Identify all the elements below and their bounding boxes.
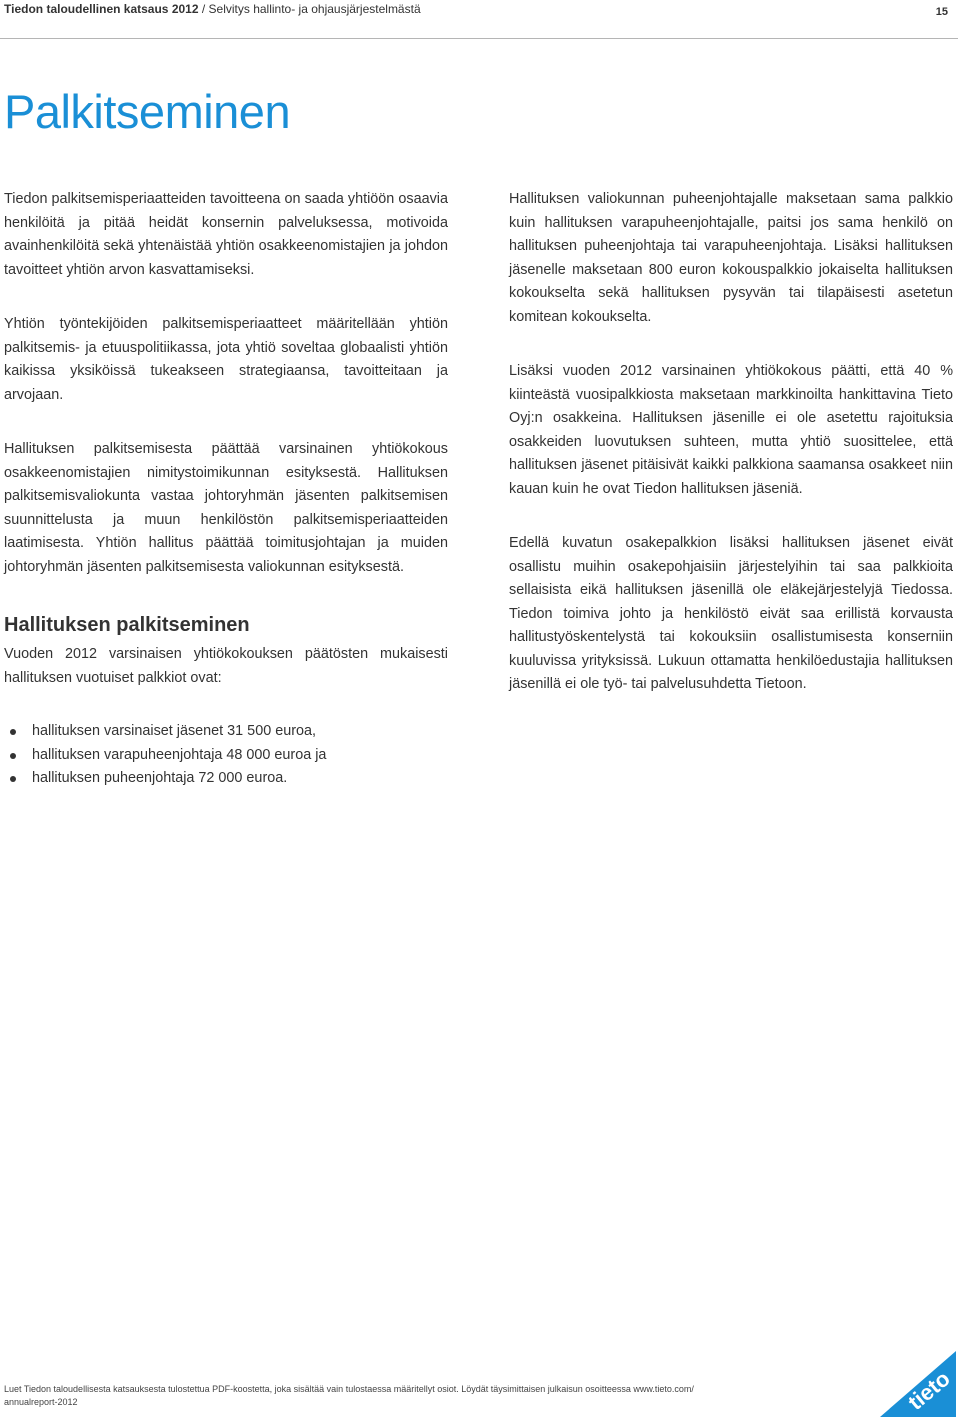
section-heading: Hallituksen palkitseminen — [4, 614, 250, 636]
list-item — [4, 720, 326, 744]
list-item — [4, 744, 326, 768]
list-item-text: hallituksen varapuheenjohtaja 48 000 euroa ja — [32, 746, 327, 763]
footer-note: Luet Tiedon taloudellisesta katsauksesta tulostettua PDF-koostetta, joka sisältää vain tulostaessa määritellyt osiot. Löydät täysimittaisen julkaisun osoitteessa www.tieto.com/ annualreport-2012 — [4, 1384, 694, 1407]
header-divider — [0, 38, 958, 39]
right-column — [509, 188, 953, 697]
paragraph-goals: Tiedon palkitsemisperiaatteiden tavoitteena on saada yhtiöön osaavia henkilöitä ja pitää heidät konsernin palveluksessa, motivoida avainhenkilöitä sekä yhtenäistää yhtiön osakkeenomistajien ja johdon tavoitteet yhtiön arvon kasvattamiseksi. — [4, 191, 448, 278]
paragraph-share-payment: Lisäksi vuoden 2012 varsinainen yhtiökokous päätti, että 40 % kiinteästä vuosipalkkiosta maksetaan markkinoilta hankittavina Tieto Oyj:n osakkeina. Hallituksen jäsenille ei ole asetettu rajoituksia osakkeiden luovutuksen suhteen, mutta yhtiö suosittelee, että hallituksen jäsenet pitäisivät kaikki palkkiona saamansa osakkeet niin kauan kuin he ovat Tiedon hallituksen jäseniä. — [509, 363, 953, 497]
logo-text: tieto — [903, 1365, 955, 1415]
left-column — [4, 188, 448, 579]
paragraph-board-decision: Hallituksen palkitsemisesta päättää varsinainen yhtiökokous osakkeenomistajien nimitystoimikunnan esityksestä. Hallituksen palkitsemisvaliokunta vastaa johtoryhmän jäsenten palkitsemisen suunnittelusta ja muun henkilöstön palkitsemisperiaatteiden laatimisesta. Yhtiön hallitus päättää toimitusjohtajan ja muiden johtoryhmän jäsenten palkitsemisesta valiokunnan esityksestä. — [4, 441, 448, 575]
list-item-text: hallituksen puheenjohtaja 72 000 euroa. — [32, 770, 288, 786]
section-intro: Vuoden 2012 varsinaisen yhtiökokouksen päätösten mukaisesti hallituksen vuotuiset palkkiot ovat: — [4, 646, 448, 686]
running-title — [4, 2, 421, 16]
bullet-icon — [10, 776, 16, 782]
document-title: Tiedon taloudellinen katsaus 2012 — [4, 2, 199, 16]
paragraph-employee-principles: Yhtiön työntekijöiden palkitsemisperiaatteet määritellään yhtiön palkitsemis- ja etuuspolitiikassa, jota yhtiö soveltaa globaalisti yhtiön kaikissa yksiköissä tukeakseen strategiaansa, tavoitteitaan ja arvojaan. — [4, 316, 448, 403]
paragraph-other-arrangements: Edellä kuvatun osakepalkkion lisäksi hallituksen jäsenet eivät osallistu muihin osakepohjaisiin järjestelyihin tai saa palkkioita sellaisista eikä hallituksen jäsenillä ole eläkejärjestelyjä Tiedossa. Tiedon toimiva johto ja henkilöstö eivät saa erillistä korvausta hallitustyöskentelystä tai kokouksiin osallistumisesta konserniin kuuluvissa yrityksissä. Lukuun ottamatta henkilöedustajia hallituksen jäsenillä ei ole työ- tai palvelusuhdetta Tietoon. — [509, 535, 953, 692]
page-number: 15 — [935, 6, 948, 18]
tieto-logo — [880, 1351, 956, 1417]
list-item — [4, 767, 326, 791]
fee-list — [4, 720, 326, 791]
paragraph-committee-fees: Hallituksen valiokunnan puheenjohtajalle maksetaan sama palkkio kuin hallituksen varapuheenjohtajalle, paitsi jos sama henkilö on hallituksen puheenjohtaja tai varapuheenjohtaja. Lisäksi hallituksen jäsenelle maksetaan 800 euron kokouspalkkio jokaiselta hallituksen kokoukselta sekä hallituksen pysyvän tai tilapäisesti asetetun komitean kokoukselta. — [509, 191, 953, 325]
page-header — [0, 0, 960, 40]
bullet-icon — [10, 729, 16, 735]
page-title: Palkitseminen — [4, 85, 291, 138]
bullet-icon — [10, 753, 16, 759]
section-title: / Selvitys hallinto- ja ohjausjärjestelmästä — [198, 2, 421, 16]
list-item-text: hallituksen varsinaiset jäsenet 31 500 euroa, — [32, 723, 316, 739]
